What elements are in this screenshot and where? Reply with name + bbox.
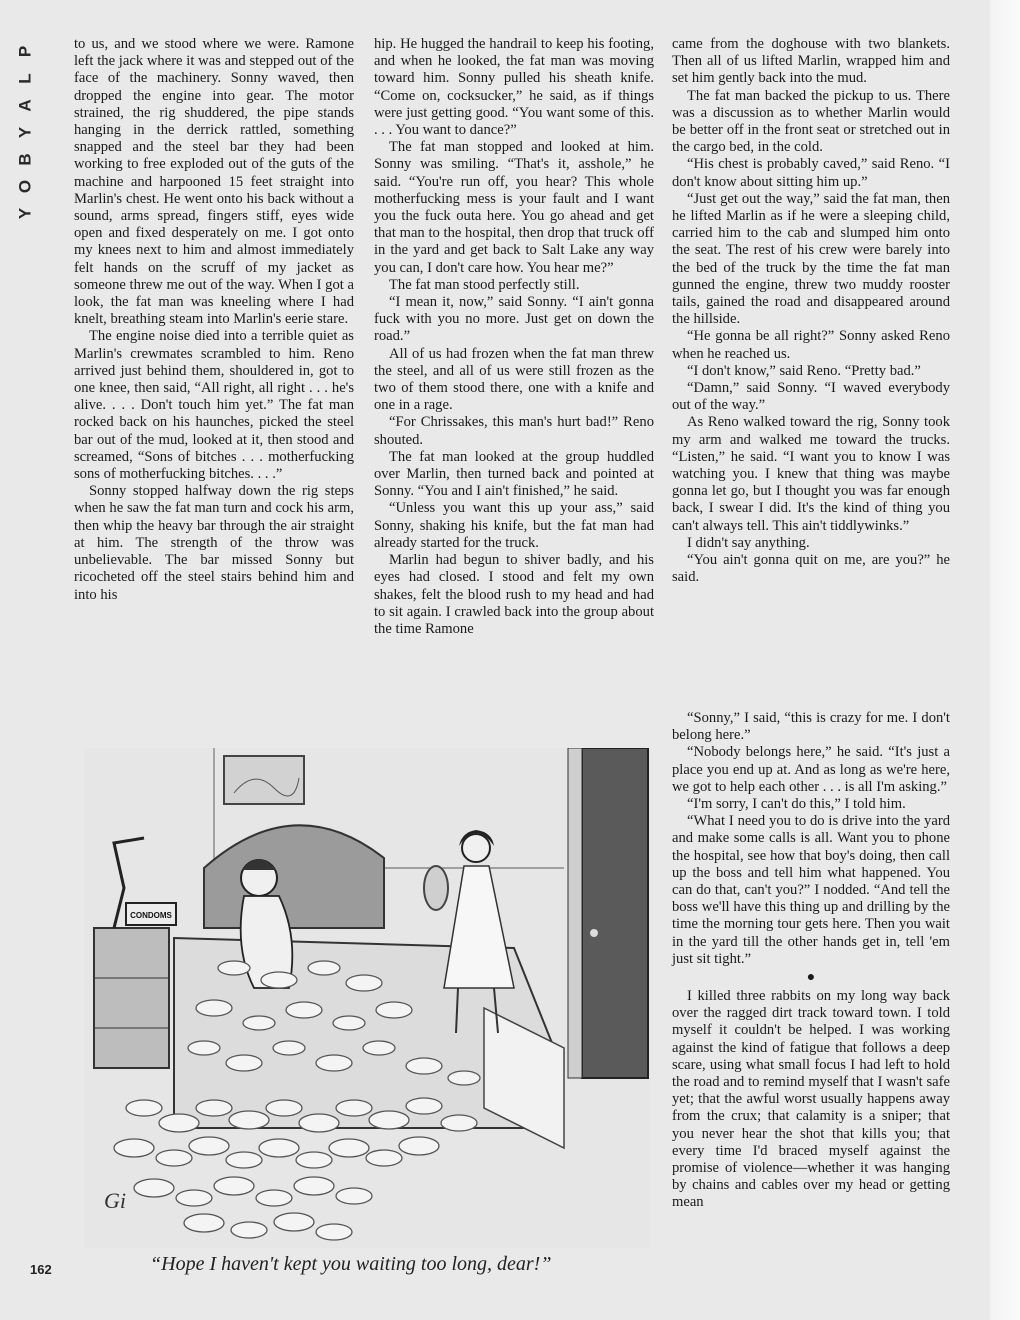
wall-picture [224,756,304,804]
article-paragraph: As Reno walked toward the rig, Sonny took my arm and walked me toward the trucks. “Listen,” he said. “I want you to know I was watching you. I knew that thing was maybe gonna let go, but I thought you was far enough back, I swear I did. It's the kind of thing you can't always tell. This ain't tiddlywinks.” [672,414,950,534]
article-paragraph: The engine noise died into a terrible quiet as Marlin's crewmates scrambled to him. Reno arrived just behind them, shouldered in, got to one knee, then said, “All right, all right . . . he's alive. . . . Don't touch him yet.” The fat man rocked back on his haunches, picked the steel bar out of the mud, looked at it, then stood and screamed, “Sons of bitches . . . motherfucking sons of motherfucking bitches. . . .” [74,328,354,483]
article-paragraph: “Damn,” said Sonny. “I waved everybody out of the way.” [672,380,950,414]
article-paragraph: “Nobody belongs here,” he said. “It's just a place you end up at. And as long as we're here, we got to help each other . . . is all I'm asking.” [672,744,950,795]
article-paragraph: “Just get out the way,” said the fat man, then he lifted Marlin as if he were a sleeping child, carried him to the cab and slumped him onto the seat. The rest of his crew were barely into the bed of the truck by the time the fat man gunned the engine, threw two muddy rooster tails, gained the road and disappeared around the hillside. [672,190,950,328]
article-paragraph: hip. He hugged the handrail to keep his footing, and when he looked, the fat man was moving toward him. Sonny pulled his sheath knife. “Come on, cocksucker,” he said, as if things were just getting good. “You want some of this. . . . You want to dance?” [374,36,654,139]
cartoon-illustration [84,748,650,1248]
article-column-1 [74,36,354,604]
side-label-letter: Y [15,207,35,220]
article-paragraph: came from the doghouse with two blankets. Then all of us lifted Marlin, wrapped him and set him gently back into the mud. [672,36,950,87]
article-paragraph: “You ain't gonna quit on me, are you?” he said. [672,552,950,586]
article-paragraph: Marlin had begun to shiver badly, and his eyes had closed. I stood and felt my own shakes, felt the blood rush to my head and had to sit again. I crawled back into the group about the time Ramone [374,552,654,637]
article-paragraph: “He gonna be all right?” Sonny asked Reno when he reached us. [672,328,950,362]
article-paragraph: “I don't know,” said Reno. “Pretty bad.” [687,362,921,379]
article-paragraph: “Unless you want this up your ass,” said Sonny, shaking his knife, but the fat man had already started for the truck. [374,500,654,551]
side-label-letter: B [15,153,35,166]
article-paragraph: “I'm sorry, I can't do this,” I told him. [687,796,906,813]
article-paragraph: Sonny stopped halfway down the rig steps when he saw the fat man turn and cock his arm, then whip the heavy bar through the air straight at him. The strength of the throw was unbelievable. The bar missed Sonny but ricocheted off the steel stairs behind him and into his [74,483,354,603]
nightstand [94,928,169,1068]
article-paragraph: I killed three rabbits on my long way back over the ragged dirt track toward town. I told myself it couldn't be helped. I was working against the kind of fatigue that follows a deep scare, using what small focus I had left to hold the road and to remind myself that I wasn't safe yet; that the awful worst usually happens away from the crux; that calamity is a sniper; that you never hear the shot that kills you; that every time I'd braced myself against the promise of violence—whether it was hanging by chains and cables over my head or getting mean [672,988,950,1211]
article-paragraph: “What I need you to do is drive into the yard and make some calls is all. Want you to phone the hospital, see how that boy's doing, then call up the boss and tell him what happened. You can do that, can't you?” I nodded. “And tell the boss we'll have this thing up and drilling by the time the morning tour gets here. Then you wait in the yard till the other hands get in, tell 'em just sit tight.” [672,813,950,967]
article-column-3-continued [672,710,950,1212]
article-paragraph: “His chest is probably caved,” said Reno. “I don't know about sitting him up.” [672,156,950,190]
article-column-3 [672,36,950,587]
cartoon-caption: “Hope I haven't kept you waiting too long, dear!” [150,1253,552,1275]
article-paragraph: The fat man stood perfectly still. [389,276,580,293]
page-number: 162 [30,1262,52,1277]
cartoonist-signature: Gi [104,1188,126,1213]
article-paragraph: “Sonny,” I said, “this is crazy for me. I don't belong here.” [672,710,950,744]
article-paragraph: All of us had frozen when the fat man threw the steel, and all of us were still frozen as the two of them stood there, one with a knife and one in a rage. [374,345,654,414]
side-label-letter: Y [15,126,35,139]
magazine-side-label [14,38,44,227]
woman-head [462,834,490,862]
side-label-letter: P [15,45,35,58]
section-bullet: ● [806,970,816,986]
article-paragraph: I didn't say anything. [687,534,810,551]
article-paragraph: to us, and we stood where we were. Ramone left the jack where it was and stepped out of the face of the machinery. Sonny waved, then dropped the engine into gear. The motor strained, the rig shuddered, the pipe stands hanging in the derrick rattled, something snapped and the steel bar they had been working to free exploded out of the guts of the machine and harpooned 15 feet straight into Marlin's chest. He went onto his back without a sound, arms spread, fingers stiff, eyes wide open and fixed desperately on me. I got onto my knees next to him and almost immediately felt hands on the scruff of my jacket as someone threw me out of the way. When I got a look, the fat man was kneeling where I had knelt, breathing steam into Marlin's eerie stare. [74,36,354,328]
article-paragraph: The fat man stopped and looked at him. Sonny was smiling. “That's it, asshole,” he said. “You're run off, you hear? This whole motherfucking mess is your fault and I want you the fuck outa here. You go ahead and get that man to the hospital, then drop that truck off in the yard and get back to Salt Lake any way you can, I don't care how. You hear me?” [374,139,654,276]
door [582,748,648,1078]
article-paragraph: “I mean it, now,” said Sonny. “I ain't gonna fuck with you no more. Just get on down the road.” [374,294,654,345]
article-paragraph: The fat man looked at the group huddled over Marlin, then turned back and pointed at Sonny. “You and I ain't finished,” he said. [374,448,654,500]
article-paragraph: The fat man backed the pickup to us. There was a discussion as to whether Marlin would be better off in the front seat or stretched out in the cargo bed, in the cold. [672,87,950,156]
article-column-2 [374,36,654,638]
article-paragraph: “For Chrissakes, this man's hurt bad!” Reno shouted. [374,414,654,448]
side-label-letter: A [15,99,35,112]
wall-mirror [424,866,448,910]
side-label-letter: O [15,179,35,194]
side-label-letter: L [15,73,35,84]
page-edge [990,0,1020,1320]
condoms-box-label: CONDOMS [130,911,172,920]
